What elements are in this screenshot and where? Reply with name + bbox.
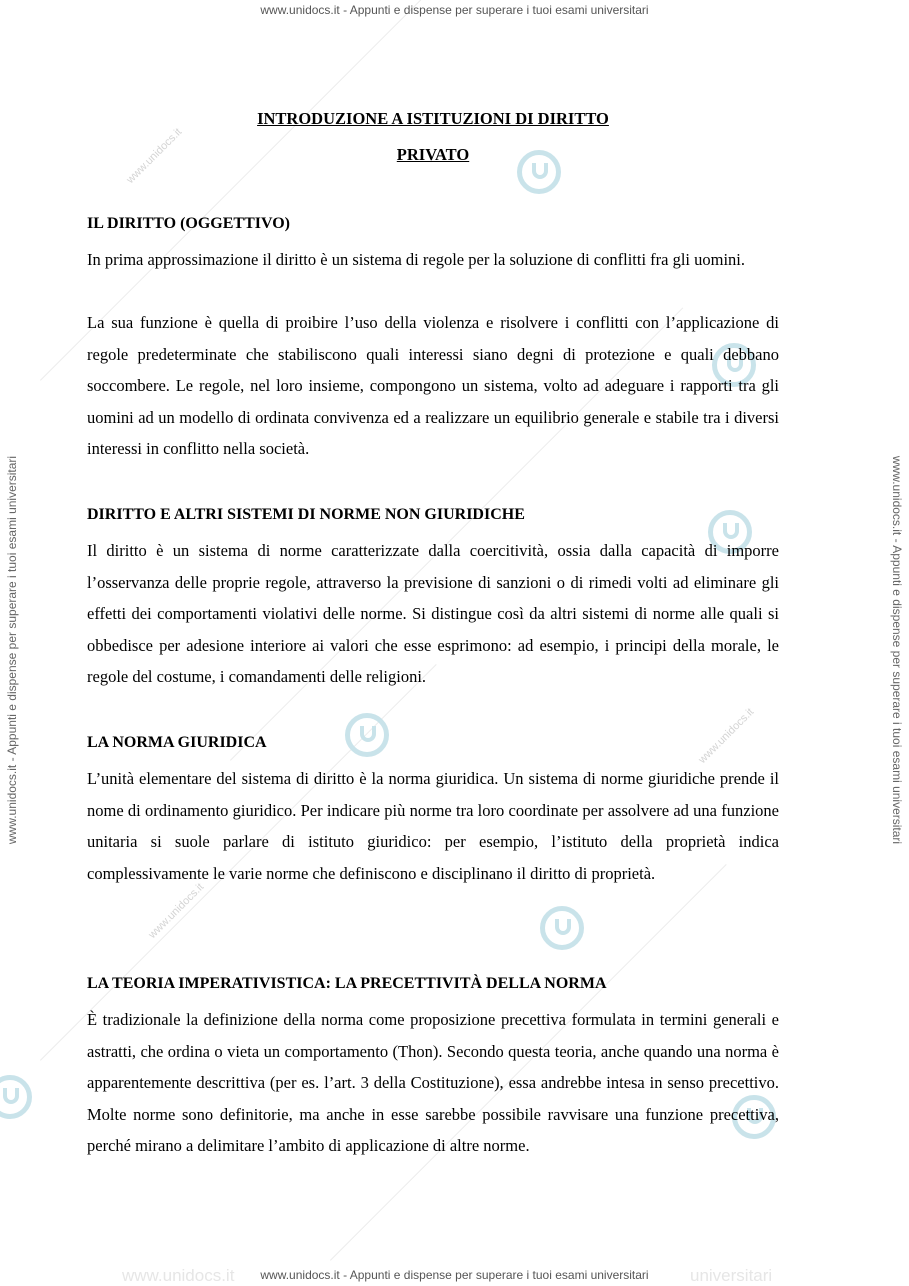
- watermark-ghost-right: universitari: [690, 1266, 773, 1285]
- watermark-diagonal: www.unidocs.it: [696, 706, 757, 766]
- watermark-side-right: www.unidocs.it - Appunti e dispense per superare i tuoi esami universitari: [890, 455, 904, 845]
- section-heading: DIRITTO E ALTRI SISTEMI DI NORME NON GIURIDICHE: [87, 506, 525, 523]
- section-paragraph: È tradizionale la definizione della norma come proposizione precettiva formulata in termini generali e astratti, che ordina o vieta un comportamento (Thon). Secondo questa teoria, anche quando una norma è apparentemente descrittiva (per es. l’art. 3 della Costituzione), essa andrebbe intesa in senso precettivo. Molte norme sono definitorie, ma anche in esse sarebbe possibile ravvisare una funzione precettiva, perché mirano a delimitare l’ambito di applicazione di altre norme.: [87, 1010, 779, 1155]
- watermark-diagonal: www.unidocs.it: [146, 881, 207, 941]
- watermark-side-left: www.unidocs.it - Appunti e dispense per superare i tuoi esami universitari: [5, 455, 19, 845]
- watermark-diagonal: www.unidocs.it: [124, 126, 185, 186]
- section-heading: LA TEORIA IMPERATIVISTICA: LA PRECETTIVITÀ DELLA NORMA: [87, 975, 607, 992]
- watermark-ghost: www.unidocs.it: [122, 1266, 235, 1285]
- unidocs-logo-icon: [540, 906, 584, 950]
- section-heading: IL DIRITTO (OGGETTIVO): [87, 215, 290, 232]
- document-title-line2: PRIVATO: [396, 145, 470, 164]
- section-paragraph: In prima approssimazione il diritto è un sistema di regole per la soluzione di conflitti fra gli uomini.: [87, 250, 746, 269]
- unidocs-logo-icon: [345, 713, 389, 757]
- watermark-header: www.unidocs.it - Appunti e dispense per superare i tuoi esami universitari: [260, 3, 649, 17]
- unidocs-logo-icon: [0, 1075, 32, 1119]
- section-heading: LA NORMA GIURIDICA: [87, 734, 267, 751]
- section-paragraph: Il diritto è un sistema di norme caratterizzate dalla coercitività, ossia dalla capacità di imporre l’osservanza delle proprie regole, attraverso la previsione di sanzioni o di rimedi volti ad eliminare gli effetti dei comportamenti violativi delle norme. Si distingue così da altri sistemi di norme alle quali si obbedisce per adesione interiore ai valori che esse esprimono: ad esempio, i principi della morale, le regole del costume, i comandamenti delle religioni.: [87, 541, 779, 686]
- document-title-line1: INTRODUZIONE A ISTITUZIONI DI DIRITTO: [257, 109, 609, 128]
- section-paragraph: La sua funzione è quella di proibire l’uso della violenza e risolvere i conflitti con l’applicazione di regole predeterminate che stabiliscono quali interessi siano degni di protezione e quali debbano soccombere. Le regole, nel loro insieme, compongono un sistema, volto ad adeguare i rapporti tra gli uomini ad un modello di ordinata convivenza ed a realizzare un equilibrio generale e stabile tra i diversi interessi in conflitto nella società.: [87, 313, 779, 458]
- watermark-footer: www.unidocs.it - Appunti e dispense per superare i tuoi esami universitari: [260, 1268, 649, 1282]
- section-paragraph: L’unità elementare del sistema di diritto è la norma giuridica. Un sistema di norme giuridiche prende il nome di ordinamento giuridico. Per indicare più norme tra loro coordinate per assolvere ad una funzione unitaria si suole parlare di istituto giuridico: per esempio, l’istituto della proprietà indica complessivamente le varie norme che definiscono e disciplinano il diritto di proprietà.: [87, 769, 779, 883]
